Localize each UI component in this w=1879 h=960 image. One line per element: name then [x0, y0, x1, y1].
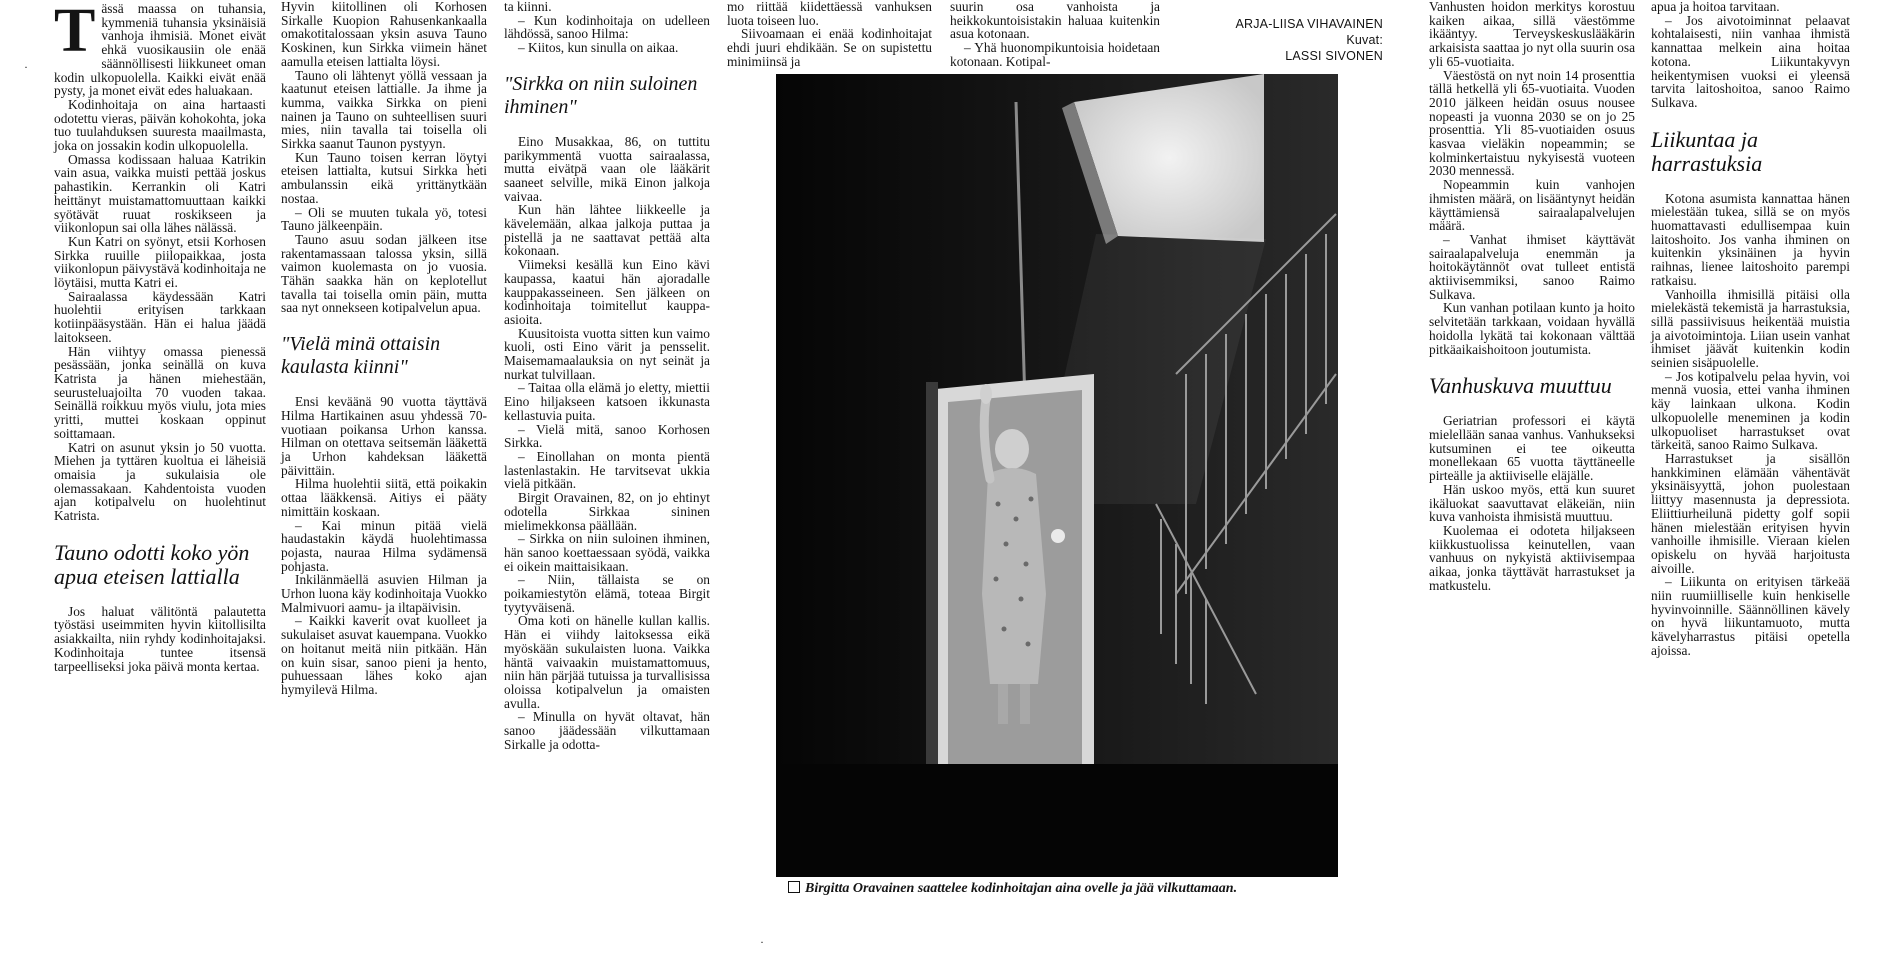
paragraph: – Oli se muuten tukala yö, totesi Tauno jälkeenpäin. — [281, 204, 487, 234]
paragraph: Kun Tauno toisen kerran löytyi eteisen lattialta, kutsui Sirkka heti ambulanssin eikä yrittänytkään nostaa. — [281, 149, 487, 206]
drop-cap: T — [54, 0, 96, 65]
byline — [1193, 16, 1383, 64]
column-5 — [950, 0, 1160, 69]
subheadline-hilma: "Vielä minä ottaisin kaulasta kiinni" — [281, 333, 441, 379]
paragraph: – Kiitos, kun sinulla on aikaa. — [518, 40, 679, 56]
byline-photographer: LASSI SIVONEN — [1285, 49, 1383, 63]
paragraph: Kun Katri on syönyt, etsii Korhosen Sirkka ruuille piilopaikkaa, josta viikonlopun päivystävä kodinhoitaja ne löytäisi, mutta Katri ei. — [54, 233, 266, 291]
column-2 — [281, 0, 487, 697]
column-3-after — [504, 135, 710, 752]
paragraph: ässä maassa on tuhansia, kymmeniä tuhansia yksinäisiä vanhoja ihmisiä. Monet eivät ehkä vuosikausiin ole enää säännöllisesti liikkuneet oman kodin ulkopuolella. Kaikki eivät enää pysty, ja monet eivät edes haluakaan. — [54, 1, 266, 99]
paragraph: Kun vanhan potilaan kunto ja hoito selvitetään tarkkaan, voidaan hyvällä hoidolla lykätä tai kokonaan välttää pitkäaikaishoitoon joutumista. — [1429, 300, 1635, 357]
paragraph: Oma koti on hänelle kullan kallis. Hän ei viihdy laitoksessa eikä myöskään sukulaisten luona. Vaikka häntä vaivaakin muistamattomuus, niin hän pärjää tutuissa ja turvallisissa oloissa kotipalvelun ja omaisten avulla. — [504, 613, 710, 711]
paragraph: Siivoamaan ei enää kodinhoitajat ehdi juuri ehdikään. Se on supistettu minimiinsä ja — [727, 26, 932, 69]
column-1 — [54, 2, 266, 673]
paragraph: Kodinhoitaja on aina hartaasti odotettu vieras, päivän kohokohta, joka tuo tuulahduksen suuresta maailmasta, joka on jossakin kodin ulkopuolella. — [54, 96, 266, 154]
paragraph: – Jos kotipalvelu pelaa hyvin, voi mennä vuosia, ettei vanha ihminen käy lainkaan ulkona. Kodin ulkopuolelle meneminen ja kodin ulkopuoliset harrastukset ovat tärkeitä, sanoo Raimo Sulkava. — [1651, 368, 1850, 453]
paragraph: suurin osa vanhoista ja heikkokuntoisistakin haluaa kuitenkin asua kotonaan. — [950, 0, 1160, 42]
paragraph: Väestöstä on nyt noin 14 prosenttia tällä hetkellä yli 65-vuotiaita. Vuoden 2010 jälkeen heidän osuus nousee nopeasti ja vuonna 2030 se on jo 25 prosenttia. Yli 85-vuotiaiden osuus kasvaa vieläkin nopeammin; se kolminkertaistuu nykyisestä vuoteen 2030 mennessä. — [1429, 67, 1635, 179]
scan-dot-left: · — [24, 60, 28, 74]
paragraph: – Kun kodinhoitaja on udelleen lähdössä, sanoo Hilma: — [504, 12, 710, 42]
paragraph: – Minulla on hyvät oltavat, hän sanoo jäädessään vilkuttamaan Sirkalle ja odotta- — [504, 709, 710, 752]
paragraph: Hyvin kiitollinen oli Korhosen Sirkalle Kuopion Rahusenkankaalla omakotitalossaan yksin asuva Tauno Koskinen, kun Sirkka viimein hänet aamulla eteisen lattialta löysi. — [281, 0, 487, 69]
paragraph: Jos haluat välitöntä palautetta työstäsi useimmiten hyvin kiitollisilta asiakkailta, niin ryhdy kodinhoitajaksi. Kodinhoitaja tuntee itsensä tarpeelliseksi joka päivä monta kertaa. — [54, 603, 266, 674]
article-photo — [776, 74, 1338, 877]
byline-photos-label: Kuvat: — [1346, 33, 1383, 47]
paragraph: Hän uskoo myös, että kun suuret ikäluokat saavuttavat eläkeiän, niin kuva vanhoista ihmisistä muuttuu. — [1429, 481, 1635, 525]
paragraph: Tauno asuu sodan jälkeen itse rakentamassaan talossa yksin, sillä vaimon kuolemasta on jo vuosia. Tähän saakka hän on keplotellut tavalla tai toisella omin päin, mutta saa nyt onnekseen kotipalvelun apua. — [281, 231, 487, 316]
column-5-body — [950, 0, 1160, 69]
paragraph: – Yhä huonompikuntoisia hoidetaan kotonaan. Kotipal- — [950, 40, 1160, 69]
paragraph: – Sirkka on niin suloinen ihminen, hän sanoo koettaessaan syödä, vaikka ei oikein maittaisikaan. — [504, 531, 710, 574]
paragraph: – Vielä mitä, sanoo Korhosen Sirkka. — [504, 421, 710, 451]
column-1-body — [54, 2, 266, 523]
column-6 — [1429, 0, 1635, 592]
column-3-top — [504, 0, 710, 55]
column-7-after — [1651, 192, 1850, 658]
photo-stairwell-illustration — [776, 74, 1338, 877]
paragraph: Vanhusten hoidon merkitys korostuu kaiken aikaa, sillä väestömme ikääntyy. Terveyskeskuslääkärin arkaisista saattaa jo nyt olla suurin osa yli 65-vuotiaita. — [1429, 0, 1636, 69]
paragraph: Kun hän lähtee liikkeelle ja kävelemään, alkaa jalkoja puttaa ja pistellä ja ne saattavat pettää alta kokonaan. — [504, 202, 710, 259]
paragraph: Vanhoilla ihmisillä pitäisi olla mielekästä tekemistä ja harrastuksia, sillä passiivisuus heikentää muistia ja aivotoimintoja. Liian usein vanhat ihmiset jäävät kuitenkin kodin seinien sisäpuolelle. — [1651, 286, 1850, 371]
paragraph: Nopeammin kuin vanhojen ihmisten määrä, on lisääntynyt heidän käyttämiensä sairaalapalvelujen määrä. — [1429, 177, 1635, 234]
paragraph: ta kiinni. — [504, 0, 552, 14]
paragraph: Hän viihtyy omassa pienessä pesässään, jonka seinällä on kuva Katrista ja hänen miehestään, seurusteluajoilta 70 vuoden takaa. Seinällä roikkuu myös viulu, jota mies yritti, muttei koskaan oppinut soittamaan. — [54, 343, 266, 441]
paragraph: Viimeksi kesällä kun Eino kävi kaupassa, kaatui hän ajoradalle kauppakasseineen. Sen jälkeen on kodinhoitaja toimitellut kauppa-asioita. — [504, 257, 710, 327]
paragraph: Eino Musakkaa, 86, on tuttitu parikymmentä vuotta sairaalassa, mutta eivätpä vaan ole lääkärit saaneet selville, mikä Einon jalkoja vaivaa. — [504, 133, 710, 204]
column-6-after — [1429, 414, 1635, 592]
paragraph: apua ja hoitoa tarvitaan. — [1651, 0, 1780, 14]
paragraph: – Taitaa olla elämä jo eletty, miettii Eino hiljakseen katsoen ikkunasta kellastuvia puita. — [504, 380, 710, 423]
photo-caption — [788, 880, 1340, 897]
column-6-top — [1429, 0, 1635, 356]
paragraph: – Kai minun pitää vielä haudastakin käydä huolehtimassa pojasta, nauraa Hilma sydämensä pohjasta. — [281, 517, 487, 574]
paragraph: Geriatrian professori ei käytä mielellään sanaa vanhus. Vanhukseksi kutsuminen ei tee oikeutta monellekaan 65 vuotta täyttäneelle pirteälle ja aktiiviselle eläjälle. — [1429, 413, 1635, 484]
scan-dot-bottom: · — [760, 935, 764, 949]
column-7-top — [1651, 0, 1850, 110]
column-2-after — [281, 395, 487, 696]
subheadline-tauno: Tauno odotti koko yön apua eteisen lattialla — [54, 539, 250, 589]
paragraph: – Einollahan on monta pientä lastenlastakin. He tarvitsevat ukkia vielä pitkään. — [504, 448, 710, 492]
paragraph: Inkilänmäellä asuvien Hilman ja Urhon luona käy kodinhoitaja Vuokko Malmivuori aamu- ja iltapäivisin. — [281, 572, 487, 615]
paragraph: Tauno oli lähtenyt yöllä vessaan ja kaatunut eteisen lattialle. Ja ihme ja kumma, vaikka Sirkka on pieni nainen ja Tauno on suhteellisen suuri mies, niin tavalla tai toisella oli Sirkka saanut Taunon pystyyn. — [281, 67, 487, 152]
column-4 — [727, 0, 932, 69]
column-3 — [504, 0, 710, 751]
paragraph: Kuusitoista vuotta sitten kun vaimo kuoli, osti Eino värit ja pensselit. Maisemamaalauksia on nyt seinät ja nurkat tulvillaan. — [504, 325, 710, 382]
column-1-after — [54, 605, 266, 674]
paragraph: Kotona asumista kannattaa hänen mielestään tukea, sillä se on myös huomattavasti edullisempaa kuin laitoshoito. Jos vanha ihminen on kuitenkin yksinäinen ja hyvin raihnas, lienee laitoshoito parempi ratkaisu. — [1651, 190, 1850, 288]
paragraph: Sairaalassa käydessään Katri huolehtii erityisen tarkkaan kotiinpääsystään. Hän ei halua jäädä laitokseen. — [54, 288, 266, 345]
paragraph: Omassa kodissaan haluaa Katrikin vain asua, vaikka muisti pettää joskus pahastikin. Kerrankin oli Katri heittänyt muistamattomuuttaan kaikki syötävät ruuat roskikseen ja viikonlopun sai olla lähes nälässä. — [54, 151, 266, 236]
paragraph: – Vanhat ihmiset käyttävät sairaalapalveluja enemmän ja hoitokäytännöt ovat tulleet entistä aktiivisemmiksi, sanoo Raimo Sulkava. — [1429, 231, 1635, 302]
column-2-body — [281, 0, 487, 315]
subheadline-vanhuskuva: Vanhuskuva muuttuu — [1429, 373, 1612, 399]
paragraph: Kuolemaa ei odoteta hiljakseen kiikkustuolissa keinutellen, vaan vanhuus on nykyistä aktiivisempaa aikaa, jonka täyttävät harrastukset ja matkustelu. — [1429, 522, 1635, 593]
paragraph: Ensi keväänä 90 vuotta täyttävä Hilma Hartikainen asuu yhdessä 70-vuotiaan poikansa Urhon kanssa. Hilman on otettava seitsemän lääkettä ja Urhon kahdeksan lääkettä päivittäin. — [281, 394, 487, 478]
paragraph: Birgit Oravainen, 82, on jo ehtinyt odotella Sirkkaa sininen mielimekkonsa päällään. — [504, 490, 710, 533]
byline-writer: ARJA-LIISA VIHAVAINEN — [1235, 17, 1383, 31]
subheadline-liikuntaa: Liikuntaa ja harrastuksia — [1651, 126, 1763, 176]
paragraph: Hilma huolehtii siitä, että poikakin ottaa lääkkensä. Aitiys ei pääty nimittäin koskaan. — [281, 476, 487, 519]
paragraph: – Jos aivotoiminnat pelaavat kohtalaisesti, niin vanhaa ihmistä kannattaa melkein aina hoitaa kotona. Liikuntakyvyn heikentymisen vuoksi ei yleensä tarvita laitoshoitoa, sanoo Raimo Sulkava. — [1651, 12, 1850, 110]
paragraph: Harrastukset ja sisällön hankkiminen elämään vähentävät yksinäisyyttä, johon puolestaan liittyy masennusta ja depressiota. Eliittiurheilunä pidetty golf sopii hänen mielestään erityisen hyvin vanhoille ihmisille. Vieraan kielen opiskelu on hyvää harjoitusta aivoille. — [1651, 450, 1850, 576]
column-4-body — [727, 0, 932, 69]
paragraph: – Niin, tällaista se on poikamiestytön elämä, toteaa Birgit tyytyväisenä. — [504, 572, 710, 615]
paragraph: Katri on asunut yksin jo 50 vuotta. Miehen ja tyttären kuoltua ei läheisiä omaisia ja sukulaisia ole olemassakaan. Kahdentoista vuoden ajan kotipalvelu on huolehtinut Katrista. — [54, 439, 266, 524]
paragraph: mo riittää kiidettäessä vanhuksen luota toiseen luo. — [727, 0, 932, 28]
subheadline-sirkka: "Sirkka on niin suloinen ihminen" — [504, 72, 698, 118]
paragraph: – Kaikki kaverit ovat kuolleet ja sukulaiset asuvat kauempana. Vuokko on hoitanut meitä niin pitkään. Hän on kuin sisar, sanoo pieni ja hento, puhuessaan lähes koko ajan hymyilevä Hilma. — [281, 613, 487, 697]
paragraph: – Liikunta on erityisen tärkeää niin ruumiilliselle kuin henkiselle hyvinvoinnille. Säännöllinen kävely on hyvä liikuntamuoto, mutta kävelyharrastus pitäisi opetella ajoissa. — [1651, 574, 1850, 658]
caption-text: Birgitta Oravainen saattelee kodinhoitajan aina ovelle ja jää vilkuttamaan. — [805, 881, 1238, 896]
caption-square-icon — [788, 881, 800, 893]
column-7 — [1651, 0, 1850, 658]
